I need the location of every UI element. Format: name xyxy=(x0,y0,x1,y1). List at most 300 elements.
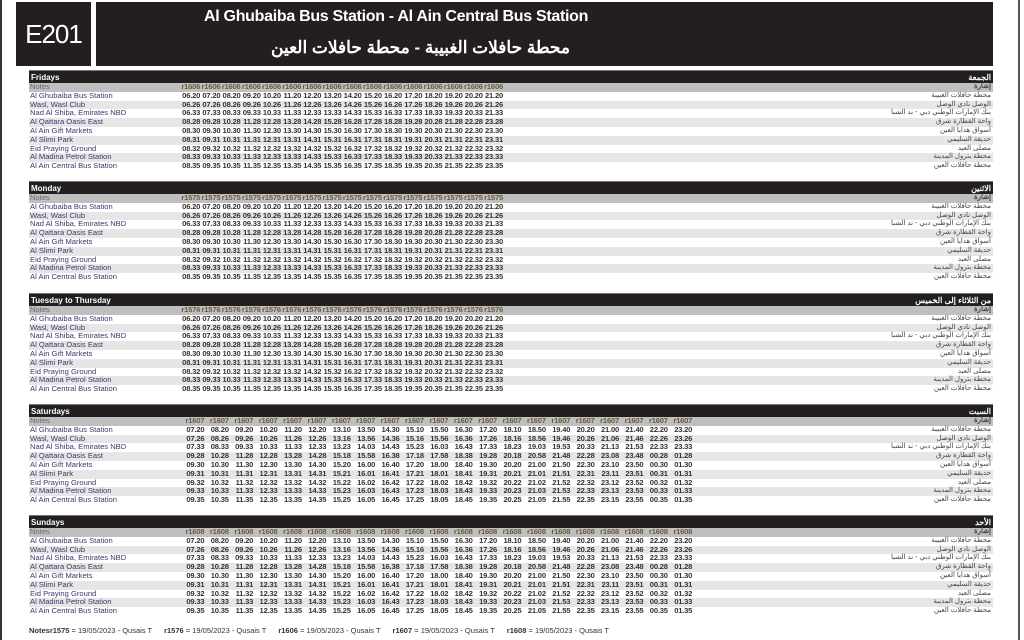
trip-note: r1575 xyxy=(181,193,201,202)
footer-notes xyxy=(29,626,633,635)
departure-time: 20.32 xyxy=(424,143,443,153)
departure-time: 20.58 xyxy=(527,562,546,572)
departure-time: 20.23 xyxy=(503,486,522,496)
stop-name: Al Qattara Oasis East xyxy=(30,563,104,572)
departure-time: 08.28 xyxy=(182,340,201,350)
departure-time: 19.30 xyxy=(404,125,423,135)
departure-time: 17.22 xyxy=(405,477,424,487)
departure-time: 18.30 xyxy=(384,348,403,358)
trip-note: r1576 xyxy=(363,305,382,314)
departure-time: 22.26 xyxy=(649,544,668,554)
departure-time: 14.31 xyxy=(308,468,327,478)
departure-time: 06.26 xyxy=(182,322,201,332)
departure-time: 08.33 xyxy=(222,219,241,229)
table-row xyxy=(29,247,993,256)
departure-time: 16.03 xyxy=(357,486,376,496)
departure-time: 18.10 xyxy=(503,535,522,545)
departure-time: 18.41 xyxy=(454,579,473,589)
trip-note: r1608 xyxy=(527,527,546,536)
departure-time: 09.26 xyxy=(235,544,254,554)
departure-time: 21.53 xyxy=(625,442,644,452)
footer-note-item xyxy=(393,626,495,635)
departure-time: 21.31 xyxy=(444,134,463,144)
departure-time: 15.23 xyxy=(332,597,351,607)
departure-time: 07.33 xyxy=(202,219,221,229)
departure-time: 21.30 xyxy=(444,125,463,135)
departure-time: 16.30 xyxy=(454,424,473,434)
trip-note: r1608 xyxy=(307,527,327,536)
departure-time: 18.40 xyxy=(454,459,473,469)
stop-name: Wasl, Wasl Club xyxy=(30,545,86,554)
departure-time: 17.31 xyxy=(363,357,382,367)
trip-note: r1607 xyxy=(356,416,376,425)
stop-name: Nad Al Shiba, Emirates NBD xyxy=(30,443,127,452)
departure-time: 01.35 xyxy=(674,606,693,616)
departure-time: 10.28 xyxy=(222,117,241,127)
departure-time: 12.35 xyxy=(262,272,281,282)
departure-time: 13.31 xyxy=(283,579,302,589)
departure-time: 18.30 xyxy=(384,125,403,135)
stop-name: Al Ain Gift Markets xyxy=(30,571,93,580)
departure-time: 14.35 xyxy=(303,272,322,282)
departure-time: 12.32 xyxy=(262,143,281,153)
departure-time: 08.33 xyxy=(222,331,241,341)
trip-note: r1575 xyxy=(403,193,423,202)
departure-time: 16.36 xyxy=(454,544,473,554)
departure-time: 14.32 xyxy=(303,366,322,376)
departure-time: 18.56 xyxy=(527,433,546,443)
departure-time: 21.13 xyxy=(601,553,620,563)
departure-time: 20.20 xyxy=(576,424,595,434)
departure-time: 14.28 xyxy=(303,228,322,238)
departure-time: 19.03 xyxy=(527,442,546,452)
trip-note: r1576 xyxy=(221,305,241,314)
departure-time: 11.35 xyxy=(243,384,261,394)
departure-time: 14.33 xyxy=(308,597,327,607)
departure-time: 01.32 xyxy=(674,477,693,487)
trip-note: r1606 xyxy=(363,82,382,91)
departure-time: 13.30 xyxy=(283,348,302,358)
table-row xyxy=(29,162,993,171)
stop-name-ar: حديقة السليمي xyxy=(947,358,991,366)
departure-time: 22.30 xyxy=(464,125,483,135)
departure-time: 09.31 xyxy=(202,245,221,255)
departure-time: 20.33 xyxy=(464,108,483,118)
departure-time: 16.31 xyxy=(343,357,362,367)
departure-time: 12.32 xyxy=(259,588,278,598)
timetable-section xyxy=(29,181,993,282)
departure-time: 01.31 xyxy=(674,579,693,589)
departure-time: 09.33 xyxy=(186,486,205,496)
departure-time: 16.02 xyxy=(357,588,376,598)
departure-time: 08.33 xyxy=(222,108,241,118)
trip-note: r1606 xyxy=(403,82,423,91)
notes-label-ar: إشارة xyxy=(974,194,991,201)
departure-time: 13.23 xyxy=(332,442,351,452)
trip-note: r1608 xyxy=(258,527,278,536)
departure-time: 10.31 xyxy=(222,134,241,144)
departure-time: 20.18 xyxy=(503,451,522,461)
table-row xyxy=(29,264,993,273)
departure-time: 11.26 xyxy=(284,433,302,443)
departure-time: 15.28 xyxy=(323,228,342,238)
departure-time: 16.31 xyxy=(343,134,362,144)
departure-time: 16.05 xyxy=(357,606,376,616)
departure-time: 18.56 xyxy=(527,544,546,554)
departure-time: 09.31 xyxy=(202,357,221,367)
timetable-section xyxy=(29,515,993,616)
departure-time: 22.28 xyxy=(464,228,483,238)
departure-time: 11.33 xyxy=(243,375,261,385)
trip-note: r1607 xyxy=(624,416,644,425)
departure-time: 13.28 xyxy=(283,340,302,350)
departure-time: 10.20 xyxy=(262,90,281,100)
stop-name-ar: أسواق هدايا العين xyxy=(940,571,991,579)
departure-time: 21.55 xyxy=(552,495,571,505)
departure-time: 09.33 xyxy=(202,375,221,385)
footer-note-text: = 19/05/2023 - Qusais T xyxy=(526,626,610,635)
departure-time: 11.20 xyxy=(284,535,302,545)
departure-time: 16.38 xyxy=(381,562,400,572)
departure-time: 13.56 xyxy=(357,544,376,554)
departure-time: 22.30 xyxy=(576,459,595,469)
departure-time: 17.31 xyxy=(363,134,382,144)
departure-time: 15.26 xyxy=(363,210,382,220)
stop-name-ar: محطة حافلات الغبيبة xyxy=(931,536,991,544)
departure-time: 07.20 xyxy=(202,313,221,323)
departure-time: 23.28 xyxy=(484,340,503,350)
route-title-en: Al Ghubaiba Bus Station - Al Ain Central Bus Station xyxy=(204,8,589,25)
departure-time: 23.33 xyxy=(674,553,693,563)
departure-time: 13.33 xyxy=(283,597,302,607)
departure-time: 21.51 xyxy=(552,579,571,589)
departure-time: 13.35 xyxy=(283,495,302,505)
departure-time: 21.50 xyxy=(552,459,571,469)
departure-time: 17.26 xyxy=(404,322,423,332)
departure-time: 18.02 xyxy=(430,588,449,598)
departure-time: 14.43 xyxy=(381,553,400,563)
departure-time: 08.32 xyxy=(182,366,201,376)
departure-time: 16.43 xyxy=(381,597,400,607)
departure-time: 08.31 xyxy=(182,245,201,255)
departure-time: 12.35 xyxy=(262,161,281,171)
departure-time: 21.53 xyxy=(552,597,571,607)
departure-time: 15.31 xyxy=(323,357,342,367)
departure-time: 16.32 xyxy=(343,143,362,153)
departure-time: 01.30 xyxy=(674,459,693,469)
departure-time: 22.35 xyxy=(464,161,483,171)
departure-time: 16.26 xyxy=(384,322,403,332)
stop-name: Al Ghubaiba Bus Station xyxy=(30,425,113,434)
departure-time: 16.00 xyxy=(357,459,376,469)
departure-time: 11.30 xyxy=(235,570,254,580)
departure-time: 23.08 xyxy=(601,562,620,572)
stop-name-ar: أسواق هدايا العين xyxy=(940,237,991,245)
trip-note: r1607 xyxy=(600,416,620,425)
departure-time: 08.20 xyxy=(210,535,229,545)
departure-time: 20.28 xyxy=(424,117,443,127)
departure-time: 19.35 xyxy=(404,384,423,394)
departure-time: 13.28 xyxy=(283,228,302,238)
departure-time: 22.30 xyxy=(576,570,595,580)
departure-time: 20.25 xyxy=(503,495,522,505)
departure-time: 22.31 xyxy=(464,134,483,144)
departure-time: 08.28 xyxy=(182,228,201,238)
departure-time: 08.33 xyxy=(182,375,201,385)
departure-time: 10.28 xyxy=(210,451,229,461)
departure-time: 16.01 xyxy=(357,468,376,478)
stop-name-ar: بنك الإمارات الوطني دبي - ند الشبا xyxy=(891,554,991,562)
departure-time: 21.46 xyxy=(625,544,644,554)
departure-time: 13.20 xyxy=(323,90,342,100)
departure-time: 17.25 xyxy=(405,606,424,616)
stop-name: Al Madina Petrol Station xyxy=(30,264,112,273)
departure-time: 21.01 xyxy=(527,579,546,589)
departure-time: 10.26 xyxy=(262,210,281,220)
departure-time: 18.05 xyxy=(430,606,449,616)
departure-time: 19.33 xyxy=(444,108,463,118)
departure-time: 01.35 xyxy=(674,495,693,505)
trip-note: r1606 xyxy=(463,82,483,91)
trip-note: r1607 xyxy=(209,416,229,425)
trip-note: r1606 xyxy=(423,82,443,91)
table-row xyxy=(29,376,993,385)
departure-time: 16.38 xyxy=(381,451,400,461)
departure-time: 09.30 xyxy=(202,236,221,246)
departure-time: 19.46 xyxy=(552,544,571,554)
departure-time: 15.50 xyxy=(430,535,449,545)
departure-time: 12.32 xyxy=(262,366,281,376)
trip-note: r1606 xyxy=(221,82,241,91)
departure-time: 11.30 xyxy=(243,348,261,358)
departure-time: 23.33 xyxy=(484,375,503,385)
departure-time: 17.23 xyxy=(405,486,424,496)
departure-time: 09.26 xyxy=(235,433,254,443)
departure-time: 13.20 xyxy=(323,313,342,323)
departure-time: 13.16 xyxy=(332,544,351,554)
departure-time: 21.53 xyxy=(552,486,571,496)
departure-time: 19.32 xyxy=(479,588,498,598)
departure-time: 22.31 xyxy=(576,468,595,478)
trip-note: r1606 xyxy=(241,82,261,91)
stop-name-ar: بنك الإمارات الوطني دبي - ند الشبا xyxy=(891,220,991,228)
stop-name: Wasl, Wasl Club xyxy=(30,100,86,109)
departure-time: 21.31 xyxy=(444,245,463,255)
departure-time: 16.36 xyxy=(454,433,473,443)
departure-time: 12.35 xyxy=(262,384,281,394)
departure-time: 08.35 xyxy=(182,161,201,171)
trip-note: r1607 xyxy=(258,416,278,425)
departure-time: 13.30 xyxy=(283,236,302,246)
departure-time: 16.45 xyxy=(381,606,400,616)
departure-time: 23.32 xyxy=(484,143,503,153)
departure-time: 23.51 xyxy=(625,579,644,589)
trip-note: r1607 xyxy=(429,416,449,425)
departure-time: 09.31 xyxy=(186,468,205,478)
departure-time: 21.02 xyxy=(527,477,546,487)
trip-note: r1607 xyxy=(648,416,668,425)
departure-time: 12.32 xyxy=(259,477,278,487)
departure-time: 10.30 xyxy=(222,348,241,358)
departure-time: 01.28 xyxy=(674,562,693,572)
departure-time: 11.33 xyxy=(243,263,261,273)
departure-time: 14.31 xyxy=(303,134,322,144)
stop-name: Al Ghubaiba Bus Station xyxy=(30,202,113,211)
departure-time: 20.22 xyxy=(503,477,522,487)
departure-time: 19.26 xyxy=(444,210,463,220)
departure-time: 09.30 xyxy=(186,570,205,580)
departure-time: 16.28 xyxy=(343,228,362,238)
departure-time: 21.28 xyxy=(444,228,463,238)
departure-time: 21.35 xyxy=(444,384,463,394)
departure-time: 19.33 xyxy=(404,263,423,273)
departure-time: 23.55 xyxy=(625,606,644,616)
departure-time: 12.20 xyxy=(303,313,322,323)
departure-time: 15.35 xyxy=(323,384,342,394)
departure-time: 14.30 xyxy=(303,348,322,358)
departure-time: 13.33 xyxy=(283,263,302,273)
departure-time: 23.48 xyxy=(625,451,644,461)
stop-name: Nad Al Shiba, Emirates NBD xyxy=(30,554,127,563)
departure-time: 19.32 xyxy=(479,477,498,487)
departure-time: 00.28 xyxy=(649,451,668,461)
departure-time: 19.53 xyxy=(552,553,571,563)
departure-time: 19.53 xyxy=(552,442,571,452)
departure-time: 07.20 xyxy=(202,201,221,211)
departure-time: 16.41 xyxy=(381,468,400,478)
departure-time: 19.31 xyxy=(404,357,423,367)
departure-time: 15.56 xyxy=(430,544,449,554)
trip-note: r1575 xyxy=(342,193,362,202)
departure-time: 06.33 xyxy=(182,219,201,229)
trip-note: r1607 xyxy=(185,416,205,425)
departure-time: 23.52 xyxy=(625,477,644,487)
page-border-left xyxy=(0,0,2,640)
stop-name: Al Qattara Oasis East xyxy=(30,229,104,238)
table-row xyxy=(29,136,993,145)
departure-time: 12.20 xyxy=(303,90,322,100)
stop-name: Al Qattara Oasis East xyxy=(30,118,104,127)
trip-note: r1575 xyxy=(221,193,241,202)
departure-time: 20.35 xyxy=(424,161,443,171)
departure-time: 19.26 xyxy=(444,99,463,109)
departure-time: 23.35 xyxy=(484,384,503,394)
departure-time: 23.35 xyxy=(484,272,503,282)
trip-note: r1606 xyxy=(484,82,503,91)
departure-time: 20.22 xyxy=(503,588,522,598)
trip-note: r1608 xyxy=(356,527,376,536)
departure-time: 23.28 xyxy=(484,117,503,127)
departure-time: 17.23 xyxy=(405,597,424,607)
departure-time: 21.00 xyxy=(601,424,620,434)
stop-name-ar: محطة حافلات العين xyxy=(933,273,991,281)
departure-time: 09.35 xyxy=(202,384,221,394)
departure-time: 08.20 xyxy=(222,313,241,323)
departure-time: 17.35 xyxy=(363,272,382,282)
departure-time: 09.35 xyxy=(202,161,221,171)
footer-notes-label: Notes xyxy=(29,626,50,635)
departure-time: 09.28 xyxy=(202,340,221,350)
departure-time: 16.02 xyxy=(357,477,376,487)
departure-time: 18.33 xyxy=(424,331,443,341)
departure-time: 10.26 xyxy=(259,544,278,554)
departure-time: 17.30 xyxy=(363,125,382,135)
departure-time: 22.33 xyxy=(464,263,483,273)
departure-time: 19.28 xyxy=(479,562,498,572)
departure-time: 21.46 xyxy=(625,433,644,443)
departure-time: 22.33 xyxy=(464,375,483,385)
trip-note: r1608 xyxy=(624,527,644,536)
departure-time: 18.26 xyxy=(424,99,443,109)
departure-time: 21.40 xyxy=(625,424,644,434)
departure-time: 07.33 xyxy=(202,108,221,118)
departure-time: 21.33 xyxy=(484,219,503,229)
departure-time: 23.13 xyxy=(601,486,620,496)
departure-time: 10.32 xyxy=(222,254,241,264)
departure-time: 22.35 xyxy=(464,384,483,394)
departure-time: 20.30 xyxy=(424,348,443,358)
departure-time: 20.35 xyxy=(424,384,443,394)
departure-time: 08.30 xyxy=(182,236,201,246)
departure-time: 15.33 xyxy=(323,263,342,273)
departure-time: 11.32 xyxy=(243,366,261,376)
departure-time: 21.03 xyxy=(527,486,546,496)
departure-time: 14.26 xyxy=(343,322,362,332)
departure-time: 15.35 xyxy=(323,272,342,282)
departure-time: 16.33 xyxy=(343,375,362,385)
footer-note-code: r1607 xyxy=(392,626,413,635)
notes-label: Notes xyxy=(30,417,50,425)
departure-time: 16.42 xyxy=(381,588,400,598)
departure-time: 10.31 xyxy=(210,579,229,589)
departure-time: 22.31 xyxy=(464,357,483,367)
departure-time: 19.33 xyxy=(444,219,463,229)
departure-time: 11.28 xyxy=(243,117,261,127)
table-row xyxy=(29,324,993,333)
departure-time: 12.33 xyxy=(303,331,322,341)
stop-name: Al Ain Central Bus Station xyxy=(30,385,117,394)
departure-time: 08.35 xyxy=(182,384,201,394)
departure-time: 16.40 xyxy=(381,570,400,580)
departure-time: 18.00 xyxy=(430,570,449,580)
departure-time: 18.43 xyxy=(454,486,473,496)
departure-time: 07.33 xyxy=(186,553,205,563)
stop-name-ar: محطة حافلات الغبيبة xyxy=(931,314,991,322)
departure-time: 14.31 xyxy=(308,579,327,589)
departure-time: 18.45 xyxy=(454,495,473,505)
footer-note-item xyxy=(507,626,609,635)
departure-time: 08.26 xyxy=(222,322,241,332)
departure-time: 21.00 xyxy=(527,570,546,580)
stop-name-ar: محطة بترول المدينة xyxy=(933,264,991,272)
departure-time: 19.30 xyxy=(404,236,423,246)
departure-time: 17.33 xyxy=(363,152,382,162)
departure-time: 14.28 xyxy=(308,451,327,461)
footer-notes-items xyxy=(50,626,621,635)
table-row xyxy=(29,332,993,341)
departure-time: 21.30 xyxy=(444,236,463,246)
section-header xyxy=(29,181,993,194)
departure-time: 12.20 xyxy=(303,201,322,211)
departure-time: 17.22 xyxy=(405,588,424,598)
departure-time: 18.35 xyxy=(384,161,403,171)
trip-note: r1576 xyxy=(302,305,322,314)
departure-time: 23.11 xyxy=(601,468,620,478)
departure-time: 13.32 xyxy=(283,477,302,487)
departure-time: 11.32 xyxy=(235,588,254,598)
departure-time: 19.40 xyxy=(552,535,571,545)
departure-time: 23.31 xyxy=(484,357,503,367)
